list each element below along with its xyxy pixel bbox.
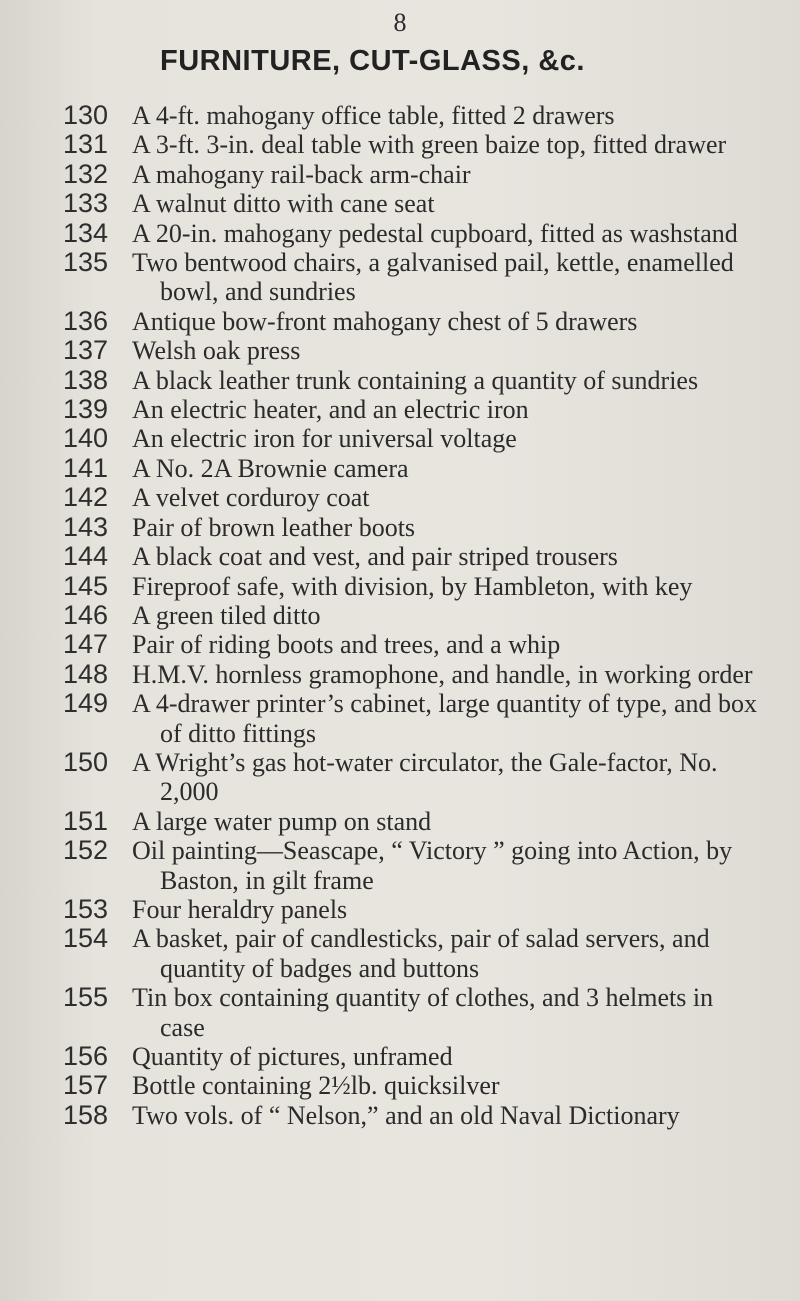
- lot-item: [0, 513, 800, 542]
- lot-item: [0, 1042, 800, 1071]
- lot-item: [0, 454, 800, 483]
- lot-description: A walnut ditto with cane seat: [132, 189, 435, 219]
- lot-item: [0, 836, 800, 895]
- lot-item: [0, 483, 800, 512]
- lot-number: 150: [62, 746, 108, 777]
- lot-number: 151: [62, 805, 108, 836]
- page-number: 8: [393, 8, 407, 37]
- lot-item: [0, 601, 800, 630]
- lot-item: [0, 924, 800, 983]
- lot-description: A basket, pair of candlesticks, pair of salad servers, and quantity of badges and buttons: [132, 924, 710, 983]
- lot-number: 136: [62, 305, 108, 336]
- lot-number: 158: [62, 1099, 108, 1130]
- lot-item: [0, 1101, 800, 1130]
- lot-item: [0, 130, 800, 159]
- lot-description: Welsh oak press: [132, 336, 301, 366]
- lot-item: [0, 542, 800, 571]
- lot-number: 146: [62, 599, 108, 630]
- lot-item: [0, 336, 800, 365]
- lot-description: A black coat and vest, and pair striped trousers: [132, 542, 618, 572]
- lot-description: A 20-in. mahogany pedestal cupboard, fitted as washstand: [132, 218, 738, 248]
- lot-description: A 3-ft. 3-in. deal table with green baize top, fitted drawer: [132, 130, 727, 160]
- lot-number: 131: [62, 129, 108, 160]
- lot-item: [0, 572, 800, 601]
- lot-number: 144: [62, 541, 108, 572]
- lot-item: [0, 983, 800, 1042]
- lot-item: [0, 807, 800, 836]
- lot-number: 153: [62, 893, 108, 924]
- lot-description: Oil painting—Seascape, “ Victory ” going into Action, by Baston, in gilt frame: [132, 836, 733, 895]
- lot-item: [0, 660, 800, 689]
- lot-item: [0, 189, 800, 218]
- lot-item: [0, 101, 800, 130]
- lot-number: 154: [62, 923, 108, 954]
- lot-description: A 4-drawer printer’s cabinet, large quantity of type, and box of ditto fittings: [132, 689, 758, 748]
- lot-number: 157: [62, 1070, 108, 1101]
- lot-item: [0, 630, 800, 659]
- lot-number: 147: [62, 629, 108, 660]
- lot-item: [0, 219, 800, 248]
- lot-description: An electric heater, and an electric iron: [132, 395, 529, 425]
- lot-description: A large water pump on stand: [132, 806, 432, 836]
- lot-number: 149: [62, 688, 108, 719]
- lot-number: 137: [62, 335, 108, 366]
- lot-number: 141: [62, 452, 108, 483]
- lot-description: A green tiled ditto: [132, 600, 321, 630]
- lot-number: 139: [62, 394, 108, 425]
- lot-number: 143: [62, 511, 108, 542]
- lot-number: 138: [62, 364, 108, 395]
- lot-item: [0, 366, 800, 395]
- lot-number: 152: [62, 835, 108, 866]
- lot-item: [0, 307, 800, 336]
- lot-description: Pair of riding boots and trees, and a whip: [132, 630, 561, 660]
- lot-description: Two bentwood chairs, a galvanised pail, kettle, enamelled bowl, and sundries: [132, 248, 734, 307]
- lot-description: A 4-ft. mahogany office table, fitted 2 drawers: [132, 101, 615, 130]
- lot-item: [0, 424, 800, 453]
- lot-item: [0, 895, 800, 924]
- lot-number: 148: [62, 658, 108, 689]
- lot-number: 132: [62, 158, 108, 189]
- lot-number: 142: [62, 482, 108, 513]
- lot-number: 155: [62, 982, 108, 1013]
- lot-description: A mahogany rail-back arm-chair: [132, 159, 471, 189]
- page-title: FURNITURE, CUT-GLASS, &c.: [160, 45, 585, 77]
- lot-description: A black leather trunk containing a quantity of sundries: [132, 365, 699, 395]
- lot-number: 140: [62, 423, 108, 454]
- lot-description: Tin box containing quantity of clothes, and 3 helmets in case: [132, 983, 714, 1042]
- lot-description: Pair of brown leather boots: [132, 512, 416, 542]
- lot-number: 133: [62, 188, 108, 219]
- lot-item: [0, 689, 800, 748]
- lot-description: A velvet corduroy coat: [132, 483, 370, 513]
- lot-item: [0, 160, 800, 189]
- lot-item: [0, 395, 800, 424]
- lot-number: 130: [62, 100, 108, 130]
- lot-description: Four heraldry panels: [132, 894, 348, 924]
- lot-description: A Wright’s gas hot-water circulator, the Gale-factor, No. 2,000: [132, 747, 718, 807]
- lot-description: Antique bow-front mahogany chest of 5 drawers: [132, 306, 638, 336]
- lot-description: Fireproof safe, with division, by Hambleton, with key: [132, 571, 693, 601]
- lot-number: 135: [62, 247, 108, 278]
- lot-description: Quantity of pictures, unframed: [132, 1042, 453, 1071]
- lot-description: A No. 2A Brownie camera: [132, 453, 409, 483]
- lot-description: H.M.V. hornless gramophone, and handle, in working order: [132, 659, 753, 689]
- lot-description: An electric iron for universal voltage: [132, 424, 517, 454]
- lot-list: [0, 101, 800, 1130]
- lot-description: Bottle containing 2½lb. quicksilver: [132, 1071, 500, 1101]
- lot-number: 145: [62, 570, 108, 601]
- lot-item: [0, 1071, 800, 1100]
- lot-item: [0, 248, 800, 307]
- lot-number: 134: [62, 217, 108, 248]
- lot-description: Two vols. of “ Nelson,” and an old Naval Dictionary: [132, 1100, 680, 1130]
- lot-item: [0, 748, 800, 807]
- lot-number: 156: [62, 1041, 108, 1071]
